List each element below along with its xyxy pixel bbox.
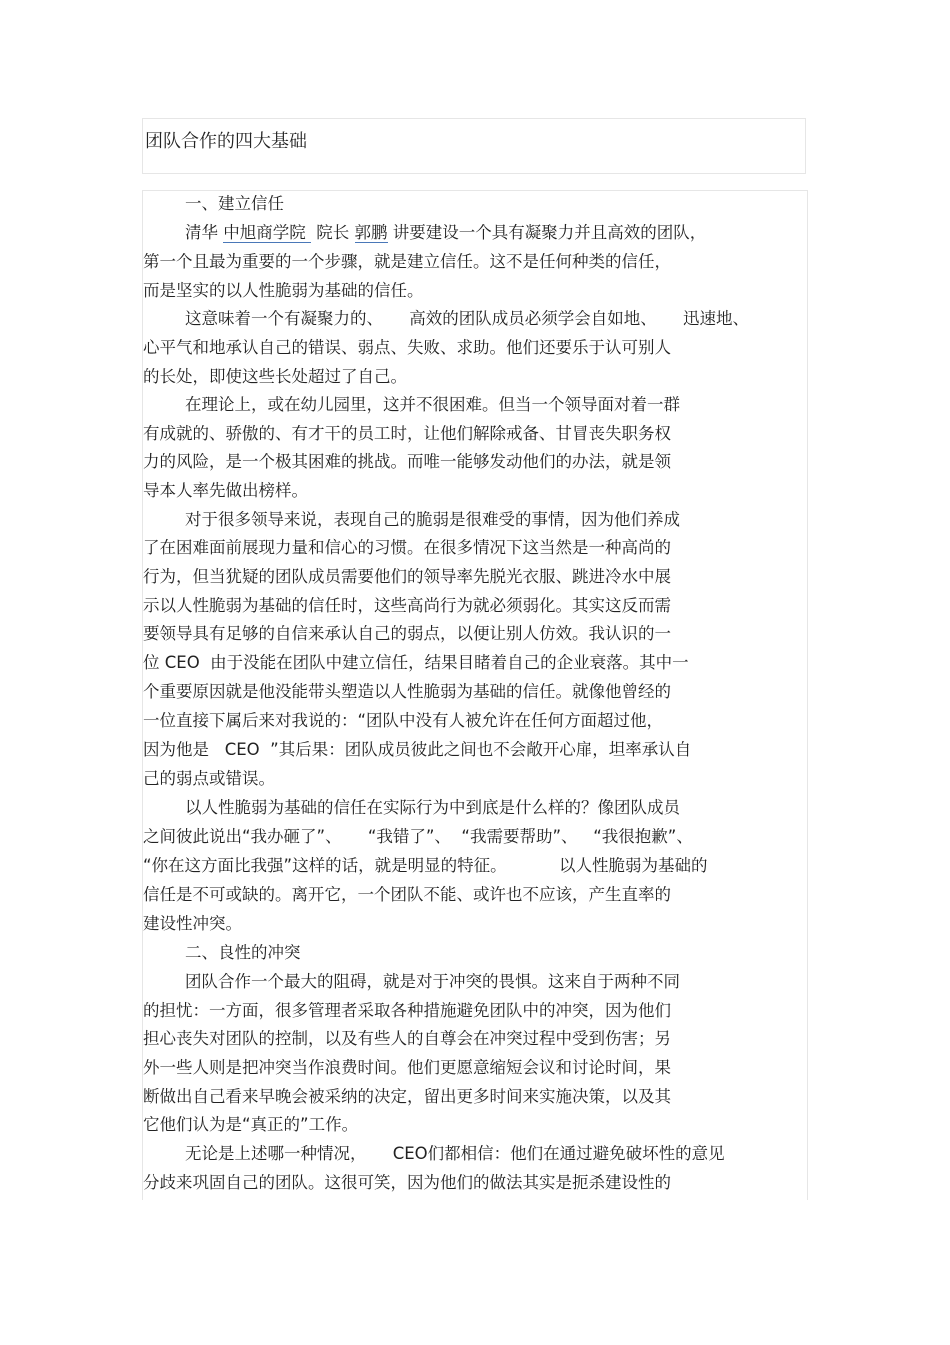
- paragraph-line: 对于很多领导来说，表现自己的脆弱是很难受的事情，因为他们养成: [185, 510, 680, 529]
- paragraph-line: 无论是上述哪一种情况， CEO们都相信：他们在通过避免破坏性的意见: [185, 1144, 725, 1163]
- paragraph-line: 在理论上，或在幼儿园里，这并不很困难。但当一个领导面对着一群: [185, 395, 680, 414]
- document-title: 团队合作的四大基础: [145, 131, 307, 152]
- text-segment: 清华: [185, 223, 224, 242]
- paragraph-line: 心平气和地承认自己的错误、弱点、失败、求助。他们还要乐于认可别人: [143, 338, 671, 357]
- paragraph-line: 外一些人则是把冲突当作浪费时间。他们更愿意缩短会议和讨论时间，果: [143, 1058, 671, 1077]
- paragraph-line: 的担忧：一方面，很多管理者采取各种措施避免团队中的冲突，因为他们: [143, 1001, 671, 1020]
- paragraph-line: 信任是不可或缺的。离开它，一个团队不能、或许也不应该，产生直率的: [143, 885, 671, 904]
- paragraph-line: [185, 219, 706, 247]
- school-link[interactable]: 中旭商学院: [223, 223, 311, 242]
- paragraph-line: 位 CEO 由于没能在团队中建立信任，结果目睹着自己的企业衰落。其中一: [143, 653, 689, 672]
- title-box: [142, 118, 806, 174]
- text-segment: 院长: [311, 223, 355, 242]
- paragraph-line: 导本人率先做出榜样。: [143, 481, 308, 500]
- paragraph-line: 要领导具有足够的自信来承认自己的弱点，以便让别人仿效。我认识的一: [143, 624, 671, 643]
- paragraph-line: 担心丧失对团队的控制，以及有些人的自尊会在冲突过程中受到伤害；另: [143, 1029, 671, 1048]
- person-link[interactable]: 郭鹏: [354, 223, 388, 242]
- paragraph-line: “你在这方面比我强”这样的话，就是明显的特征。 以人性脆弱为基础的: [143, 856, 708, 875]
- paragraph-line: 建设性冲突。: [143, 914, 242, 933]
- paragraph-line: 己的弱点或错误。: [143, 769, 275, 788]
- paragraph-line: 断做出自己看来早晚会被采纳的决定，留出更多时间来实施决策，以及其: [143, 1087, 671, 1106]
- paragraph-line: 它他们认为是“真正的”工作。: [143, 1115, 359, 1134]
- paragraph-line: 力的风险，是一个极其困难的挑战。而唯一能够发动他们的办法，就是领: [143, 452, 671, 471]
- paragraph-line: 了在困难面前展现力量和信心的习惯。在很多情况下这当然是一种高尚的: [143, 538, 671, 557]
- paragraph-line: 一位直接下属后来对我说的：“团队中没有人被允许在任何方面超过他，: [143, 711, 664, 730]
- paragraph-line: 因为他是 CEO ”其后果：团队成员彼此之间也不会敞开心扉，坦率承认自: [143, 740, 692, 759]
- paragraph-line: 行为，但当犹疑的团队成员需要他们的领导率先脱光衣服、跳进冷水中展: [143, 567, 671, 586]
- section-heading-trust: 一、建立信任: [185, 194, 284, 213]
- paragraph-line: 这意味着一个有凝聚力的、 高效的团队成员必须学会自如地、 迅速地、: [185, 309, 749, 328]
- text-segment: 讲要建设一个具有凝聚力并且高效的团队，: [387, 223, 707, 242]
- paragraph-line: 以人性脆弱为基础的信任在实际行为中到底是什么样的？像团队成员: [185, 798, 680, 817]
- paragraph-line: 第一个且最为重要的一个步骤，就是建立信任。这不是任何种类的信任，: [143, 252, 671, 271]
- paragraph-line: 个重要原因就是他没能带头塑造以人性脆弱为基础的信任。就像他曾经的: [143, 682, 671, 701]
- paragraph-line: 之间彼此说出“我办砸了”、 “我错了”、 “我需要帮助”、 “我很抱歉”、: [143, 827, 693, 846]
- paragraph-line: 的长处，即使这些长处超过了自己。: [143, 367, 407, 386]
- paragraph-line: 分歧来巩固自己的团队。这很可笑，因为他们的做法其实是扼杀建设性的: [143, 1173, 671, 1192]
- paragraph-line: 而是坚实的以人性脆弱为基础的信任。: [143, 281, 424, 300]
- section-heading-conflict: 二、良性的冲突: [185, 943, 301, 962]
- paragraph-line: 有成就的、骄傲的、有才干的员工时，让他们解除戒备、甘冒丧失职务权: [143, 424, 671, 443]
- paragraph-line: 团队合作一个最大的阻碍，就是对于冲突的畏惧。这来自于两种不同: [185, 972, 680, 991]
- paragraph-line: 示以人性脆弱为基础的信任时，这些高尚行为就必须弱化。其实这反而需: [143, 596, 671, 615]
